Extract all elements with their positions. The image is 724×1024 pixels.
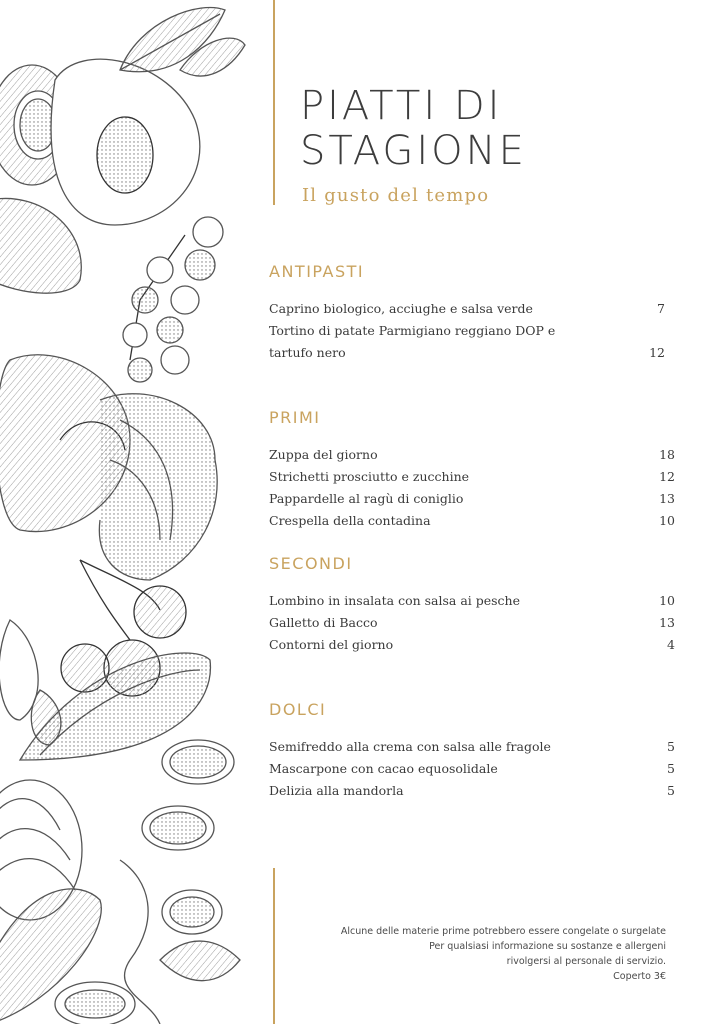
menu-item-name: Tortino di patate Parmigiano reggiano DOP e tartufo nero (269, 323, 556, 360)
menu-item (269, 444, 675, 466)
menu-list-primi (269, 444, 675, 532)
gold-divider-bottom (273, 868, 275, 1024)
menu-item (269, 466, 675, 488)
squash-blossom-icon (120, 860, 240, 1024)
menu-title-line2: STAGIONE (300, 128, 527, 174)
cover-charge: Coperto 3€ (613, 971, 666, 982)
leaf-icon (120, 8, 245, 76)
menu-item-name: Mascarpone con cacao equosolidale (269, 761, 498, 776)
menu-item-price: 13 (659, 491, 675, 506)
menu-item (269, 634, 675, 656)
menu-item-name: Caprino biologico, acciughe e salsa verde (269, 301, 533, 316)
footer-note (286, 924, 666, 984)
menu-list-antipasti (269, 298, 675, 364)
menu-item-price: 5 (667, 783, 675, 798)
menu-item-name: Lombino in insalata con salsa ai pesche (269, 593, 521, 608)
menu-item (269, 758, 675, 780)
menu-item-price: 5 (667, 739, 675, 754)
menu-item-name: Strichetti prosciutto e zucchine (269, 469, 470, 484)
menu-list-secondi (269, 590, 675, 656)
menu-item (269, 510, 675, 532)
menu-item (269, 590, 675, 612)
menu-item (269, 488, 675, 510)
menu-item (269, 612, 675, 634)
menu-item (269, 298, 675, 320)
menu-item (269, 736, 675, 758)
menu-item-price: 12 (649, 345, 665, 360)
menu-list-dolci (269, 736, 675, 802)
menu-item-name: Contorni del giorno (269, 637, 394, 652)
section-heading-secondi: SECONDI (269, 554, 353, 573)
gold-divider-top (273, 0, 275, 205)
menu-item-price: 13 (659, 615, 675, 630)
menu-item-price: 10 (659, 593, 675, 608)
section-heading-antipasti: ANTIPASTI (269, 262, 365, 281)
menu-title (300, 84, 527, 174)
section-heading-dolci: DOLCI (269, 700, 327, 719)
grape-bunch-icon (123, 217, 223, 382)
lettuce-icon (99, 394, 217, 580)
menu-item-name: Crespella della contadina (269, 513, 431, 528)
footer-line-1: Alcune delle materie prime potrebbero essere congelate o surgelate (340, 926, 666, 937)
menu-title-line1: PIATTI DI (300, 83, 503, 129)
footer-line-2: Per qualsiasi informazione su sostanze e allergeni (429, 941, 666, 952)
menu-item-price: 5 (667, 761, 675, 776)
menu-item-name: Pappardelle al ragù di coniglio (269, 491, 464, 506)
peach-icon (51, 59, 200, 225)
menu-item-name: Semifreddo alla crema con salsa alle fragole (269, 739, 551, 754)
menu-item (269, 320, 675, 364)
cucumber-slice-icon (142, 740, 234, 934)
menu-item-price: 12 (659, 469, 675, 484)
menu-item-price: 18 (659, 447, 675, 462)
menu-item-name: Delizia alla mandorla (269, 783, 404, 798)
menu-item-price: 7 (657, 301, 665, 316)
menu-item-price: 4 (667, 637, 675, 652)
section-heading-primi: PRIMI (269, 408, 321, 427)
produce-illustration (0, 0, 248, 1024)
footer-line-3: rivolgersi al personale di servizio. (506, 956, 666, 967)
menu-item-name: Galletto di Bacco (269, 615, 378, 630)
menu-item-price: 10 (659, 513, 675, 528)
menu-subtitle: Il gusto del tempo (302, 185, 490, 206)
menu-item (269, 780, 675, 802)
menu-item-name: Zuppa del giorno (269, 447, 378, 462)
aubergine-icon (0, 198, 81, 293)
